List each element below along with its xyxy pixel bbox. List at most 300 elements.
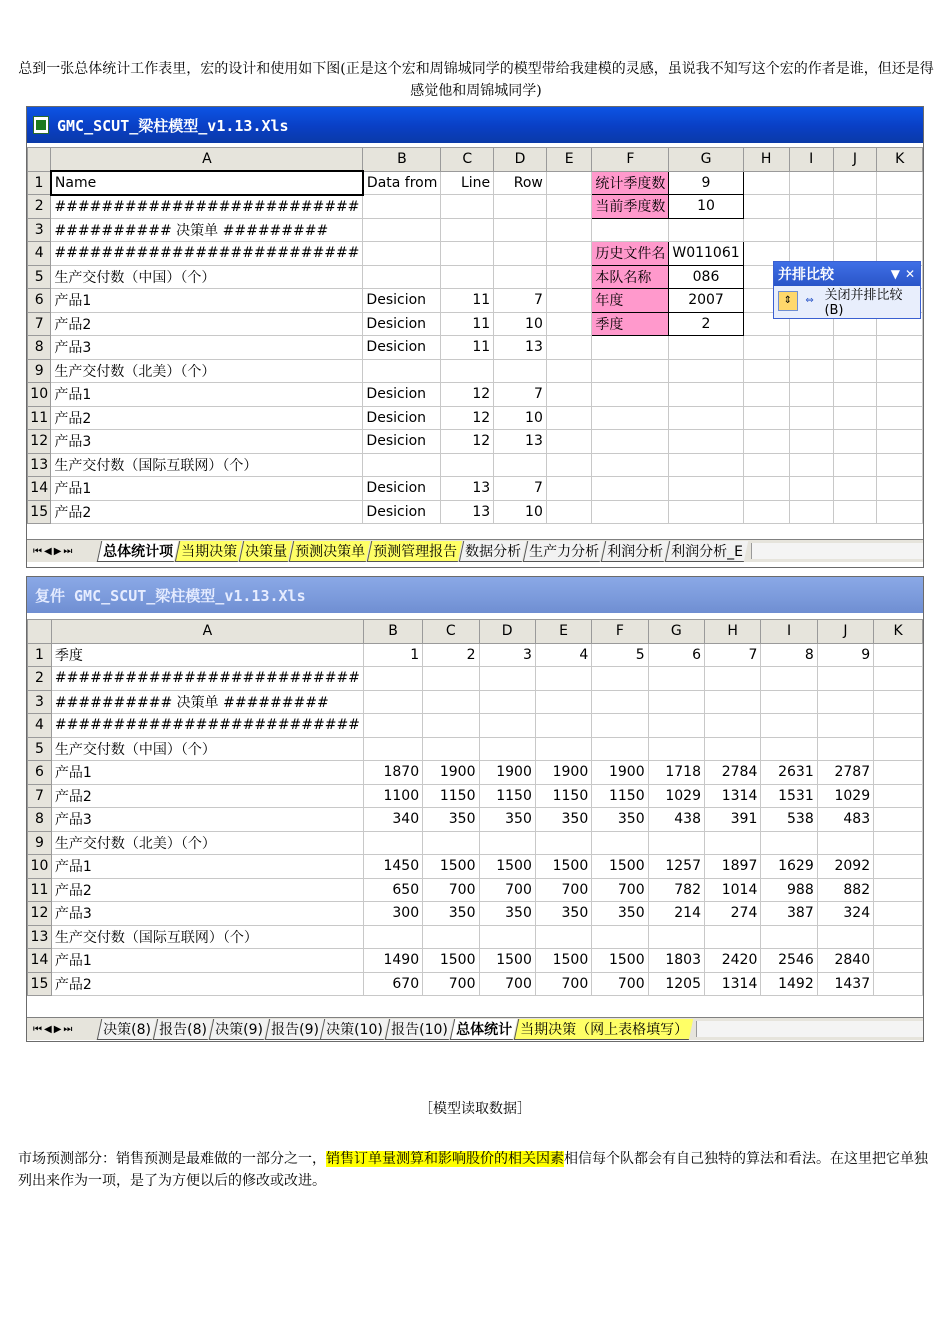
cell[interactable]: 324 [817, 902, 873, 926]
cell[interactable] [479, 714, 535, 738]
cell[interactable] [363, 265, 441, 289]
cell[interactable] [363, 359, 441, 383]
cell[interactable] [789, 500, 833, 524]
cell[interactable] [789, 218, 833, 242]
cell[interactable]: 1531 [761, 784, 817, 808]
cell[interactable]: Desicion [363, 383, 441, 407]
cell[interactable] [743, 171, 789, 195]
cell[interactable] [833, 477, 877, 501]
cell[interactable]: 13 [494, 336, 547, 360]
cell[interactable] [743, 195, 789, 219]
cell[interactable]: 1100 [363, 784, 422, 808]
cell[interactable] [874, 737, 923, 761]
cell[interactable]: 1500 [535, 855, 591, 879]
cell[interactable]: 1314 [705, 972, 761, 996]
cell[interactable]: 12 [441, 383, 494, 407]
cell[interactable] [423, 714, 479, 738]
sheet-tab[interactable] [97, 1019, 156, 1040]
cell[interactable] [743, 406, 789, 430]
cell[interactable]: 6 [648, 643, 704, 667]
cell[interactable] [669, 218, 743, 242]
cell[interactable]: Line [441, 171, 494, 195]
sheet-tab[interactable] [367, 541, 462, 562]
cell[interactable]: 350 [479, 902, 535, 926]
row-header[interactable]: 13 [28, 925, 52, 949]
cell[interactable]: 10 [494, 312, 547, 336]
cell[interactable] [592, 383, 669, 407]
cell[interactable] [833, 383, 877, 407]
sheet-tab[interactable] [450, 1019, 517, 1040]
cell[interactable] [877, 195, 923, 219]
cell[interactable] [874, 643, 923, 667]
cell[interactable] [743, 218, 789, 242]
cell[interactable]: ########################## [51, 667, 363, 691]
cell[interactable]: 2840 [817, 949, 873, 973]
cell[interactable] [705, 925, 761, 949]
cell[interactable] [546, 453, 591, 477]
cell[interactable] [423, 737, 479, 761]
sheet-tab[interactable] [665, 541, 748, 562]
cell[interactable] [592, 500, 669, 524]
sheet-tab[interactable] [239, 541, 292, 562]
window-title-bar[interactable] [27, 107, 923, 143]
cell[interactable]: 统计季度数 [592, 171, 669, 195]
row-header[interactable]: 14 [28, 949, 52, 973]
cell[interactable] [789, 430, 833, 454]
cell[interactable] [761, 831, 817, 855]
column-header[interactable] [28, 620, 52, 644]
cell[interactable] [743, 430, 789, 454]
cell[interactable]: 产品2 [51, 878, 363, 902]
cell[interactable] [877, 218, 923, 242]
column-header[interactable]: I [789, 148, 833, 172]
cell[interactable] [789, 453, 833, 477]
cell[interactable]: 11 [441, 312, 494, 336]
cell[interactable] [441, 359, 494, 383]
cell[interactable] [363, 690, 422, 714]
column-header[interactable]: G [669, 148, 743, 172]
cell[interactable] [648, 667, 704, 691]
tab-scroll-arrows[interactable]: ⏮◀▶⏭ [33, 1023, 75, 1035]
column-header[interactable]: D [494, 148, 547, 172]
cell[interactable] [743, 453, 789, 477]
cell[interactable]: Desicion [363, 406, 441, 430]
row-header[interactable]: 3 [28, 690, 52, 714]
cell[interactable]: 1500 [423, 855, 479, 879]
cell[interactable]: Desicion [363, 312, 441, 336]
cell[interactable] [546, 242, 591, 266]
cell[interactable] [494, 453, 547, 477]
cell[interactable]: 1500 [535, 949, 591, 973]
reset-window-position-icon[interactable]: ⇔ [805, 295, 814, 306]
cell[interactable]: 生产交付数（中国）（个） [51, 737, 363, 761]
cell[interactable]: 1500 [592, 949, 648, 973]
cell[interactable]: 1150 [592, 784, 648, 808]
cell[interactable]: 1 [363, 643, 422, 667]
column-header[interactable] [28, 148, 51, 172]
cell[interactable]: 387 [761, 902, 817, 926]
cell[interactable]: 产品1 [51, 289, 363, 313]
cell[interactable] [648, 714, 704, 738]
cell[interactable] [761, 667, 817, 691]
cell[interactable]: 2787 [817, 761, 873, 785]
cell[interactable]: 1500 [479, 949, 535, 973]
cell[interactable]: 产品2 [51, 500, 363, 524]
cell[interactable] [546, 383, 591, 407]
cell[interactable] [874, 667, 923, 691]
cell[interactable] [833, 430, 877, 454]
cell[interactable]: 1500 [592, 855, 648, 879]
cell[interactable] [494, 359, 547, 383]
cell[interactable]: 1900 [479, 761, 535, 785]
cell[interactable]: 350 [535, 808, 591, 832]
cell[interactable] [363, 667, 422, 691]
cell[interactable]: 700 [423, 878, 479, 902]
cell[interactable] [877, 336, 923, 360]
sheet-tab[interactable] [208, 1019, 267, 1040]
row-header[interactable]: 15 [28, 972, 52, 996]
cell[interactable] [423, 667, 479, 691]
cell[interactable] [546, 218, 591, 242]
cell[interactable] [592, 690, 648, 714]
cell[interactable] [363, 925, 422, 949]
cell[interactable]: 1205 [648, 972, 704, 996]
cell[interactable] [817, 737, 873, 761]
cell[interactable] [535, 737, 591, 761]
cell[interactable]: 9 [817, 643, 873, 667]
cell[interactable] [761, 714, 817, 738]
cell[interactable]: 700 [423, 972, 479, 996]
cell[interactable]: ########## 决策单 ######### [51, 690, 363, 714]
cell[interactable]: 12 [441, 406, 494, 430]
cell[interactable]: 产品1 [51, 949, 363, 973]
cell[interactable]: 11 [441, 289, 494, 313]
cell[interactable]: 1029 [817, 784, 873, 808]
cell[interactable] [546, 477, 591, 501]
row-header[interactable]: 4 [28, 242, 51, 266]
cell[interactable]: 13 [441, 500, 494, 524]
sheet-tab[interactable] [289, 541, 370, 562]
row-header[interactable]: 1 [28, 643, 52, 667]
column-header[interactable]: A [51, 148, 363, 172]
cell[interactable] [546, 430, 591, 454]
cell[interactable]: ########################## [51, 714, 363, 738]
cell[interactable]: 340 [363, 808, 422, 832]
cell[interactable] [592, 406, 669, 430]
cell[interactable]: 产品1 [51, 761, 363, 785]
row-header[interactable]: 8 [28, 336, 51, 360]
cell[interactable]: 产品3 [51, 430, 363, 454]
cell[interactable]: 本队名称 [592, 265, 669, 289]
close-icon[interactable]: ✕ [904, 267, 915, 281]
sheet-tab[interactable] [385, 1019, 453, 1040]
cell[interactable]: 产品3 [51, 902, 363, 926]
cell[interactable]: Desicion [363, 500, 441, 524]
cell[interactable]: 11 [441, 336, 494, 360]
column-header[interactable]: H [705, 620, 761, 644]
cell[interactable]: 1150 [423, 784, 479, 808]
cell[interactable] [592, 453, 669, 477]
sheet-tab[interactable] [459, 541, 526, 562]
sheet-tab[interactable] [601, 541, 668, 562]
side-by-side-title-bar[interactable] [774, 262, 920, 286]
cell[interactable] [874, 784, 923, 808]
cell[interactable]: 1897 [705, 855, 761, 879]
cell[interactable]: 350 [423, 902, 479, 926]
cell[interactable] [789, 383, 833, 407]
row-header[interactable]: 8 [28, 808, 52, 832]
cell[interactable]: 700 [535, 972, 591, 996]
dropdown-arrow-icon[interactable]: ▼ [890, 267, 900, 281]
cell[interactable]: Desicion [363, 289, 441, 313]
cell[interactable]: 300 [363, 902, 422, 926]
row-header[interactable]: 4 [28, 714, 52, 738]
cell[interactable] [743, 336, 789, 360]
cell[interactable] [423, 925, 479, 949]
cell[interactable]: 988 [761, 878, 817, 902]
column-header[interactable]: J [833, 148, 877, 172]
cell[interactable]: ########## 决策单 ######### [51, 218, 363, 242]
cell[interactable] [592, 218, 669, 242]
cell[interactable] [479, 737, 535, 761]
cell[interactable]: 历史文件名 [592, 242, 669, 266]
cell[interactable] [874, 972, 923, 996]
cell[interactable]: Row [494, 171, 547, 195]
cell[interactable] [833, 171, 877, 195]
cell[interactable] [877, 383, 923, 407]
cell[interactable]: 1718 [648, 761, 704, 785]
cell[interactable]: 2007 [669, 289, 743, 313]
cell[interactable]: 882 [817, 878, 873, 902]
cell[interactable] [874, 855, 923, 879]
sheet-tab[interactable] [264, 1019, 323, 1040]
cell[interactable] [833, 336, 877, 360]
cell[interactable]: 1900 [592, 761, 648, 785]
row-header[interactable]: 13 [28, 453, 51, 477]
cell[interactable] [789, 171, 833, 195]
cell[interactable]: 产品1 [51, 855, 363, 879]
cell[interactable] [833, 359, 877, 383]
cell[interactable] [669, 500, 743, 524]
cell[interactable]: ########################## [51, 195, 363, 219]
cell[interactable] [817, 925, 873, 949]
cell[interactable]: 10 [669, 195, 743, 219]
cell[interactable] [743, 359, 789, 383]
row-header[interactable]: 15 [28, 500, 51, 524]
cell[interactable]: Data from [363, 171, 441, 195]
cell[interactable] [877, 406, 923, 430]
cell[interactable]: 350 [423, 808, 479, 832]
cell[interactable] [363, 242, 441, 266]
cell[interactable] [592, 430, 669, 454]
row-header[interactable]: 12 [28, 902, 52, 926]
cell[interactable]: Desicion [363, 336, 441, 360]
cell[interactable]: Desicion [363, 477, 441, 501]
cell[interactable] [669, 359, 743, 383]
cell[interactable] [363, 218, 441, 242]
row-header[interactable]: 6 [28, 289, 51, 313]
cell[interactable] [363, 737, 422, 761]
cell[interactable]: 1900 [423, 761, 479, 785]
cell[interactable] [592, 336, 669, 360]
cell[interactable]: 670 [363, 972, 422, 996]
column-header[interactable]: K [877, 148, 923, 172]
cell[interactable] [833, 218, 877, 242]
cell[interactable]: 1257 [648, 855, 704, 879]
cell[interactable]: 7 [494, 477, 547, 501]
cell[interactable] [705, 667, 761, 691]
cell[interactable] [705, 714, 761, 738]
cell[interactable]: 当前季度数 [592, 195, 669, 219]
cell[interactable]: 13 [494, 430, 547, 454]
cell[interactable] [592, 737, 648, 761]
cell[interactable]: 086 [669, 265, 743, 289]
cell[interactable] [535, 925, 591, 949]
cell[interactable]: 700 [592, 878, 648, 902]
cell[interactable] [423, 690, 479, 714]
cell[interactable]: 2092 [817, 855, 873, 879]
row-header[interactable]: 14 [28, 477, 51, 501]
sheet-tab[interactable] [523, 541, 604, 562]
cell[interactable]: 214 [648, 902, 704, 926]
cell[interactable]: 1150 [479, 784, 535, 808]
cell[interactable]: 10 [494, 500, 547, 524]
cell[interactable]: 9 [669, 171, 743, 195]
cell[interactable] [494, 265, 547, 289]
column-header[interactable]: B [363, 620, 422, 644]
cell[interactable] [874, 808, 923, 832]
cell[interactable] [874, 831, 923, 855]
cell[interactable]: 2 [669, 312, 743, 336]
cell[interactable] [833, 195, 877, 219]
cell[interactable] [669, 336, 743, 360]
row-header[interactable]: 10 [28, 855, 52, 879]
cell[interactable]: 1450 [363, 855, 422, 879]
column-header[interactable]: C [423, 620, 479, 644]
cell[interactable] [877, 477, 923, 501]
cell[interactable] [592, 831, 648, 855]
column-header[interactable]: K [874, 620, 923, 644]
cell[interactable] [833, 500, 877, 524]
cell[interactable]: 1629 [761, 855, 817, 879]
column-header[interactable]: D [479, 620, 535, 644]
row-header[interactable]: 11 [28, 878, 52, 902]
cell[interactable] [833, 406, 877, 430]
row-header[interactable]: 7 [28, 784, 52, 808]
cell[interactable] [479, 667, 535, 691]
cell[interactable]: 2420 [705, 949, 761, 973]
cell[interactable] [648, 831, 704, 855]
cell[interactable] [592, 714, 648, 738]
cell[interactable]: 年度 [592, 289, 669, 313]
cell[interactable]: 产品1 [51, 477, 363, 501]
cell[interactable]: ########################## [51, 242, 363, 266]
cell[interactable] [535, 831, 591, 855]
column-header[interactable]: G [648, 620, 704, 644]
cell[interactable]: 1803 [648, 949, 704, 973]
cell[interactable] [669, 453, 743, 477]
cell[interactable]: 700 [535, 878, 591, 902]
cell[interactable] [441, 453, 494, 477]
row-header[interactable]: 3 [28, 218, 51, 242]
cell[interactable]: W011061 [669, 242, 743, 266]
cell[interactable] [479, 690, 535, 714]
row-header[interactable]: 10 [28, 383, 51, 407]
cell[interactable]: 2 [423, 643, 479, 667]
cell[interactable] [535, 690, 591, 714]
cell[interactable]: 1492 [761, 972, 817, 996]
cell[interactable]: 8 [761, 643, 817, 667]
tab-scroll-arrows[interactable]: ⏮◀▶⏭ [33, 545, 75, 557]
cell[interactable]: 1490 [363, 949, 422, 973]
cell[interactable]: 350 [479, 808, 535, 832]
window-title-bar[interactable] [27, 577, 923, 613]
cell[interactable] [817, 690, 873, 714]
cell[interactable] [363, 195, 441, 219]
cell[interactable] [441, 265, 494, 289]
cell[interactable] [743, 500, 789, 524]
sheet-tab[interactable] [514, 1019, 693, 1040]
cell[interactable]: 538 [761, 808, 817, 832]
cell[interactable]: 5 [592, 643, 648, 667]
cell[interactable] [423, 831, 479, 855]
cell[interactable] [789, 359, 833, 383]
row-header[interactable]: 1 [28, 171, 51, 195]
cell[interactable] [877, 500, 923, 524]
cell[interactable]: 1437 [817, 972, 873, 996]
cell[interactable] [761, 737, 817, 761]
column-header[interactable]: I [761, 620, 817, 644]
cell[interactable] [833, 453, 877, 477]
cell[interactable] [546, 500, 591, 524]
cell[interactable]: 7 [494, 289, 547, 313]
cell[interactable]: 650 [363, 878, 422, 902]
cell[interactable] [817, 831, 873, 855]
row-header[interactable]: 2 [28, 195, 51, 219]
sheet-tab[interactable] [97, 541, 178, 562]
cell[interactable] [535, 667, 591, 691]
cell[interactable] [789, 336, 833, 360]
cell[interactable]: Desicion [363, 430, 441, 454]
cell[interactable] [789, 195, 833, 219]
cell[interactable] [743, 477, 789, 501]
cell[interactable] [494, 218, 547, 242]
row-header[interactable]: 5 [28, 265, 51, 289]
cell[interactable] [705, 737, 761, 761]
cell[interactable]: 700 [592, 972, 648, 996]
row-header[interactable]: 5 [28, 737, 52, 761]
cell[interactable]: 产品2 [51, 312, 363, 336]
cell[interactable]: 产品2 [51, 972, 363, 996]
cell[interactable] [877, 171, 923, 195]
cell[interactable]: 1314 [705, 784, 761, 808]
cell[interactable] [743, 383, 789, 407]
cell[interactable] [669, 383, 743, 407]
cell[interactable] [669, 477, 743, 501]
sheet-tab[interactable] [175, 541, 242, 562]
cell[interactable]: 1150 [535, 784, 591, 808]
cell[interactable] [817, 714, 873, 738]
cell[interactable] [648, 925, 704, 949]
cell[interactable] [874, 949, 923, 973]
cell[interactable] [592, 359, 669, 383]
cell[interactable] [546, 359, 591, 383]
cell[interactable] [479, 831, 535, 855]
cell[interactable] [479, 925, 535, 949]
cell[interactable]: 1029 [648, 784, 704, 808]
cell[interactable]: 生产交付数（国际互联网）（个） [51, 925, 363, 949]
cell[interactable]: 1500 [479, 855, 535, 879]
